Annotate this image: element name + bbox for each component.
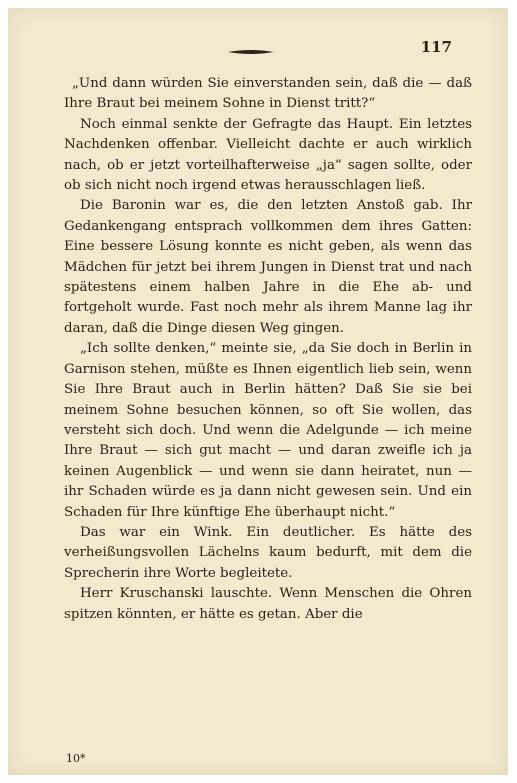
body-text	[64, 74, 472, 625]
paragraph: „Ich sollte denken,“ meinte sie, „da Sie doch in Berlin in Garnison stehen, müßte es Ihnen eigentlich lieb sein, wenn Sie Ihre Braut auch in Berlin hätten? Daß Sie sie bei meinem Sohne besuchen können, so oft Sie wollen, das versteht sich doch. Und wenn die Adelgunde — ich meine Ihre Braut — sich gut macht — und daran zweifle ich ja keinen Augenblick — und wenn sie dann heiratet, nun — ihr Schaden würde es ja dann nicht gewesen sein. Und ein Schaden für Ihre künftige Ehe überhaupt nicht.“	[64, 341, 472, 520]
paragraph: „Und dann würden Sie einverstanden sein, daß die — daß Ihre Braut bei meinem Sohne in Dienst tritt?“	[64, 76, 472, 112]
paragraph: Das war ein Wink. Ein deutlicher. Es hätte des verheißungsvollen Lächelns kaum bedurft, mit dem die Sprecherin ihre Worte begleitete.	[64, 524, 472, 581]
paragraph: Noch einmal senkte der Gefragte das Haupt. Ein letztes Nachdenken offenbar. Vielleicht dachte er auch wirklich nach, ob er jetzt vorteilhafterweise „ja“ sagen sollte, oder ob sich nicht noch irgend etwas herausschlagen ließ.	[64, 116, 472, 194]
printer-signature: 10*	[66, 752, 86, 765]
page-number: 117	[420, 38, 452, 56]
header-ornament-icon	[228, 48, 274, 56]
paragraph: Die Baronin war es, die den letzten Anstoß gab. Ihr Gedankengang entsprach vollkommen dem ihres Gatten: Eine bessere Lösung konnte es nicht geben, als wenn das Mädchen für jetzt bei ihrem Jungen in Dienst trat und nach spätestens einem halben Jahre in die Ehe ab- und fortgeholt wurde. Fast noch mehr als ihrem Manne lag ihr daran, daß die Dinge diesen Weg gingen.	[64, 198, 472, 336]
paragraph: Herr Kruschanski lauschte. Wenn Menschen die Ohren spitzen könnten, er hätte es getan. Aber die	[64, 586, 472, 622]
book-page	[8, 8, 508, 775]
